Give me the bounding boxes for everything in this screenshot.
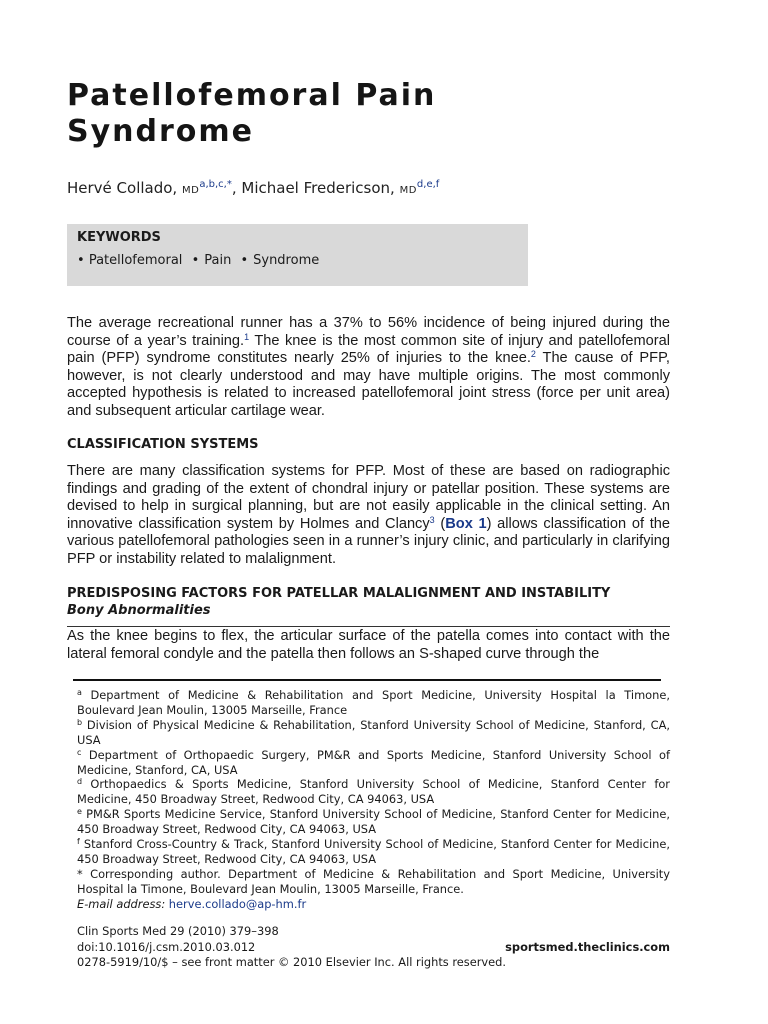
intro-text-3: The cause of PFP, however, is not clearly understood and may have multiple origins. The most commonly accepted hypothesis is related to increased patellofemoral joint stress (force per unit area) and subsequent articular cartilage wear. [67, 350, 670, 419]
keyword-bullet: • [77, 253, 85, 268]
journal-citation: Clin Sports Med 29 (2010) 379–398 [77, 924, 279, 938]
corresponding-author-note: * Corresponding author. Department of Medicine & Rehabilitation and Sport Medicine, University Hospital la Timone, Boulevard Jean Moulin, 13005 Marseille, France. [77, 866, 670, 896]
footnote-text: Department of Medicine & Rehabilitation and Sport Medicine, University Hospital la Timone, Boulevard Jean Moulin, 13005 Marseille, France [77, 688, 670, 717]
journal-website-link[interactable]: sportsmed.theclinics.com [505, 939, 670, 954]
title-line-2: Syndrome [67, 114, 255, 149]
intro-text-2: The knee is the most common site of injury and patellofemoral pain (PFP) syndrome constitutes nearly 25% of injuries to the knee. [67, 332, 671, 367]
footnote-d [77, 777, 670, 807]
doi-row [77, 940, 670, 956]
author-2-name: Michael Fredericson, [241, 179, 395, 197]
keyword-item: Syndrome [253, 253, 320, 268]
reference-1[interactable]: 1 [244, 331, 250, 342]
footnote-text: PM&R Sports Medicine Service, Stanford University School of Medicine, Stanford Center for Medicine, 450 Broadway Street, Redwood City, CA 94063, USA [77, 807, 670, 837]
footnote-mark: a [77, 688, 82, 697]
section-heading-classification: CLASSIFICATION SYSTEMS [67, 437, 259, 452]
reference-3[interactable]: 3 [429, 514, 435, 525]
author-1-affiliations[interactable]: a,b,c,* [199, 179, 232, 190]
author-1-name: Hervé Collado, [67, 179, 178, 197]
keywords-list [77, 253, 319, 268]
footnotes [77, 688, 670, 912]
footnote-mark: f [77, 837, 80, 847]
footnote-e [77, 807, 670, 837]
footnote-text: Stanford Cross-Country & Track, Stanford University School of Medicine, Stanford Center for Medicine, 450 Broadway Street, Redwood City, CA 94063, USA [77, 837, 670, 866]
author-separator: , [231, 179, 237, 197]
footnote-divider [73, 679, 661, 681]
article-title [67, 78, 670, 150]
keywords-heading: KEYWORDS [77, 230, 161, 245]
email-line [77, 897, 670, 912]
keyword-bullet: • [191, 253, 200, 268]
footnote-b [77, 718, 670, 748]
keyword-item: Pain [204, 253, 232, 268]
footnote-mark: c [77, 747, 82, 757]
footnote-text: Division of Physical Medicine & Rehabilitation, Stanford University School of Medicine, Stanford, CA, USA [77, 717, 670, 747]
citation-block [77, 924, 670, 971]
keyword-bullet: • [240, 253, 249, 268]
footnote-a [77, 688, 670, 718]
footnote-mark: b [77, 717, 83, 727]
footnote-mark: d [77, 777, 83, 787]
email-link[interactable]: herve.collado@ap-hm.fr [168, 896, 307, 911]
doi[interactable]: doi:10.1016/j.csm.2010.03.012 [77, 939, 256, 954]
footnote-text: Orthopaedics & Sports Medicine, Stanford University School of Medicine, Stanford Center for Medicine, 450 Broadway Street, Redwood City, CA 94063, USA [77, 777, 670, 807]
footnote-c [77, 748, 670, 778]
section-heading-predisposing-factors: PREDISPOSING FACTORS FOR PATELLAR MALALIGNMENT AND INSTABILITY [67, 586, 611, 601]
bony-abnormalities-paragraph: As the knee begins to flex, the articular surface of the patella comes into contact with the lateral femoral condyle and the patella then follows an S-shaped curve through the [67, 628, 670, 662]
intro-paragraph [67, 315, 670, 421]
classification-paragraph [67, 463, 670, 569]
keywords-box [67, 224, 528, 286]
subheading-bony-abnormalities: Bony Abnormalities [67, 603, 211, 618]
intro-text-1: The average recreational runner has a 37% to 56% incidence of being injured during the course of a year’s training. [67, 315, 670, 349]
email-label: E-mail address: [77, 896, 166, 911]
paren-open: ( [434, 515, 446, 532]
footnote-mark: e [77, 807, 82, 817]
title-line-1: Patellofemoral Pain [67, 78, 437, 113]
classification-text-2: ) allows classification of the various patellofemoral pathologies seen in a runner’s injury clinic, and particularly in clarifying PFP or instability related to malalignment. [67, 515, 670, 567]
footnote-f [77, 837, 670, 867]
author-2-affiliations[interactable]: d,e,f [416, 179, 440, 190]
author-2-degree: MD [399, 185, 417, 196]
copyright-line: 0278-5919/10/$ – see front matter © 2010 Elsevier Inc. All rights reserved. [77, 955, 507, 970]
author-1-degree: MD [181, 185, 200, 196]
keyword-item: Patellofemoral [88, 253, 183, 268]
box-1-link[interactable]: Box 1 [445, 515, 487, 532]
classification-text-1: There are many classification systems for PFP. Most of these are based on radiographic findings and grading of the extent of chondral injury or patellar position. These systems are devised to help in surgical planning, but are not easily applicable in the clinical setting. An innovative classification system by Holmes and Clancy [67, 463, 670, 532]
author-line [67, 177, 670, 202]
reference-2[interactable]: 2 [530, 349, 536, 360]
footnote-text: Department of Orthopaedic Surgery, PM&R and Sports Medicine, Stanford University School of Medicine, Stanford, CA, USA [77, 747, 670, 777]
